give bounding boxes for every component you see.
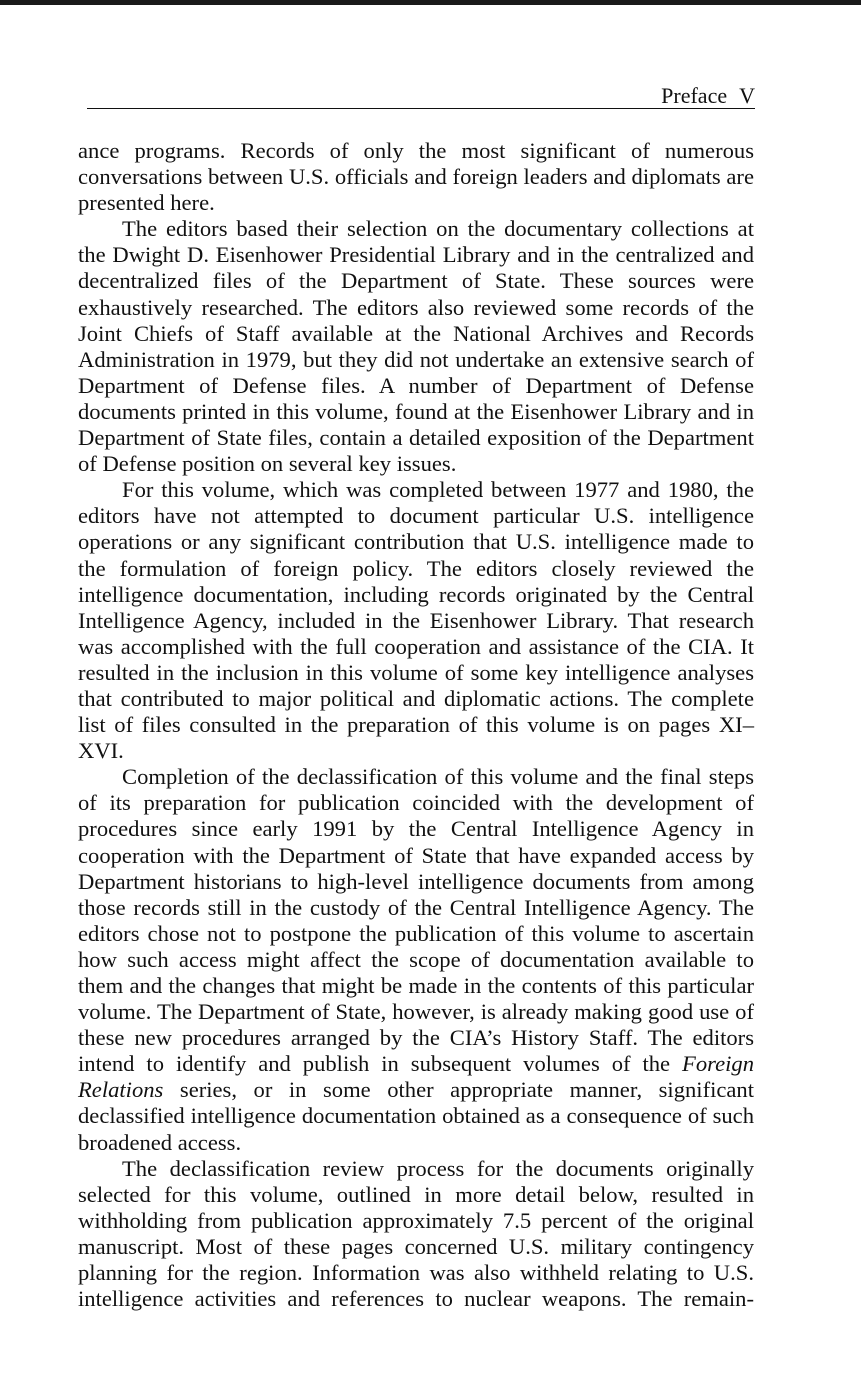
body-text [78, 138, 754, 1312]
paragraph-sources: The editors based their selection on the documentary collections at the Dwight D. Eisenhower Presidential Library and in the centralized and decentralized files of the Department of State. These sources were exhaustively researched. The editors also reviewed some records of the Joint Chiefs of Staff available at the National Archives and Records Administration in 1979, but they did not undertake an extensive search of Department of Defense files. A number of Department of Defense documents printed in this volume, found at the Eisenhower Library and in Department of State files, contain a detailed exposition of the Department of Defense position on several key issues. [78, 216, 754, 477]
paragraph-text: series, or in some other appropriate manner, significant declassified intelligence documentation obtained as a consequence of such broadened access. [78, 1077, 754, 1155]
page-number: V [739, 83, 755, 108]
paragraph-text: Completion of the declassification of this volume and the final steps of its preparation for publication coincided with the development of procedures since early 1991 by the Central Intelligence Agency in cooperation with the Department of State that have expanded access by Department historians to high-level intelligence documents from among those records still in the custody of the Central Intelligence Agency. The editors chose not to postpone the publication of this volume to ascertain how such access might affect the scope of documentation available to them and the changes that might be made in the contents of this particular volume. The Department of State, however, is already making good use of these new procedures arranged by the CIA’s History Staff. The editors intend to identify and publish in subsequent volumes of the [78, 764, 754, 1077]
paragraph-intelligence: For this volume, which was completed between 1977 and 1980, the editors have not attempted to document particular U.S. intelligence operations or any significant contribution that U.S. intelligence made to the formulation of foreign policy. The editors closely reviewed the intelligence documentation, including records originated by the Central Intelligence Agency, included in the Eisenhower Library. That research was accomplished with the full cooperation and assistance of the CIA. It resulted in the inclusion in this volume of some key intelligence analyses that contributed to major political and diplomatic actions. The complete list of files consulted in the preparation of this volume is on pages XI–XVI. [78, 477, 754, 764]
section-title: Preface [661, 83, 728, 108]
paragraph-declassification [78, 764, 754, 1155]
paragraph-review-process: The declassification review process for the documents originally selected for this volume, outlined in more detail below, resulted in withholding from publication approximately 7.5 percent of the original manuscript. Most of these pages concerned U.S. military contingency planning for the region. Information was also withheld relating to U.S. intelligence activities and references to nuclear weapons. The remain- [78, 1155, 754, 1312]
paragraph-continued: ance programs. Records of only the most significant of numerous conversations between U.S. officials and foreign leaders and diplomats are presented here. [78, 138, 754, 216]
running-head [87, 84, 755, 109]
page-edge-bar [0, 0, 861, 5]
series-title: Foreign Relations [78, 1051, 754, 1103]
